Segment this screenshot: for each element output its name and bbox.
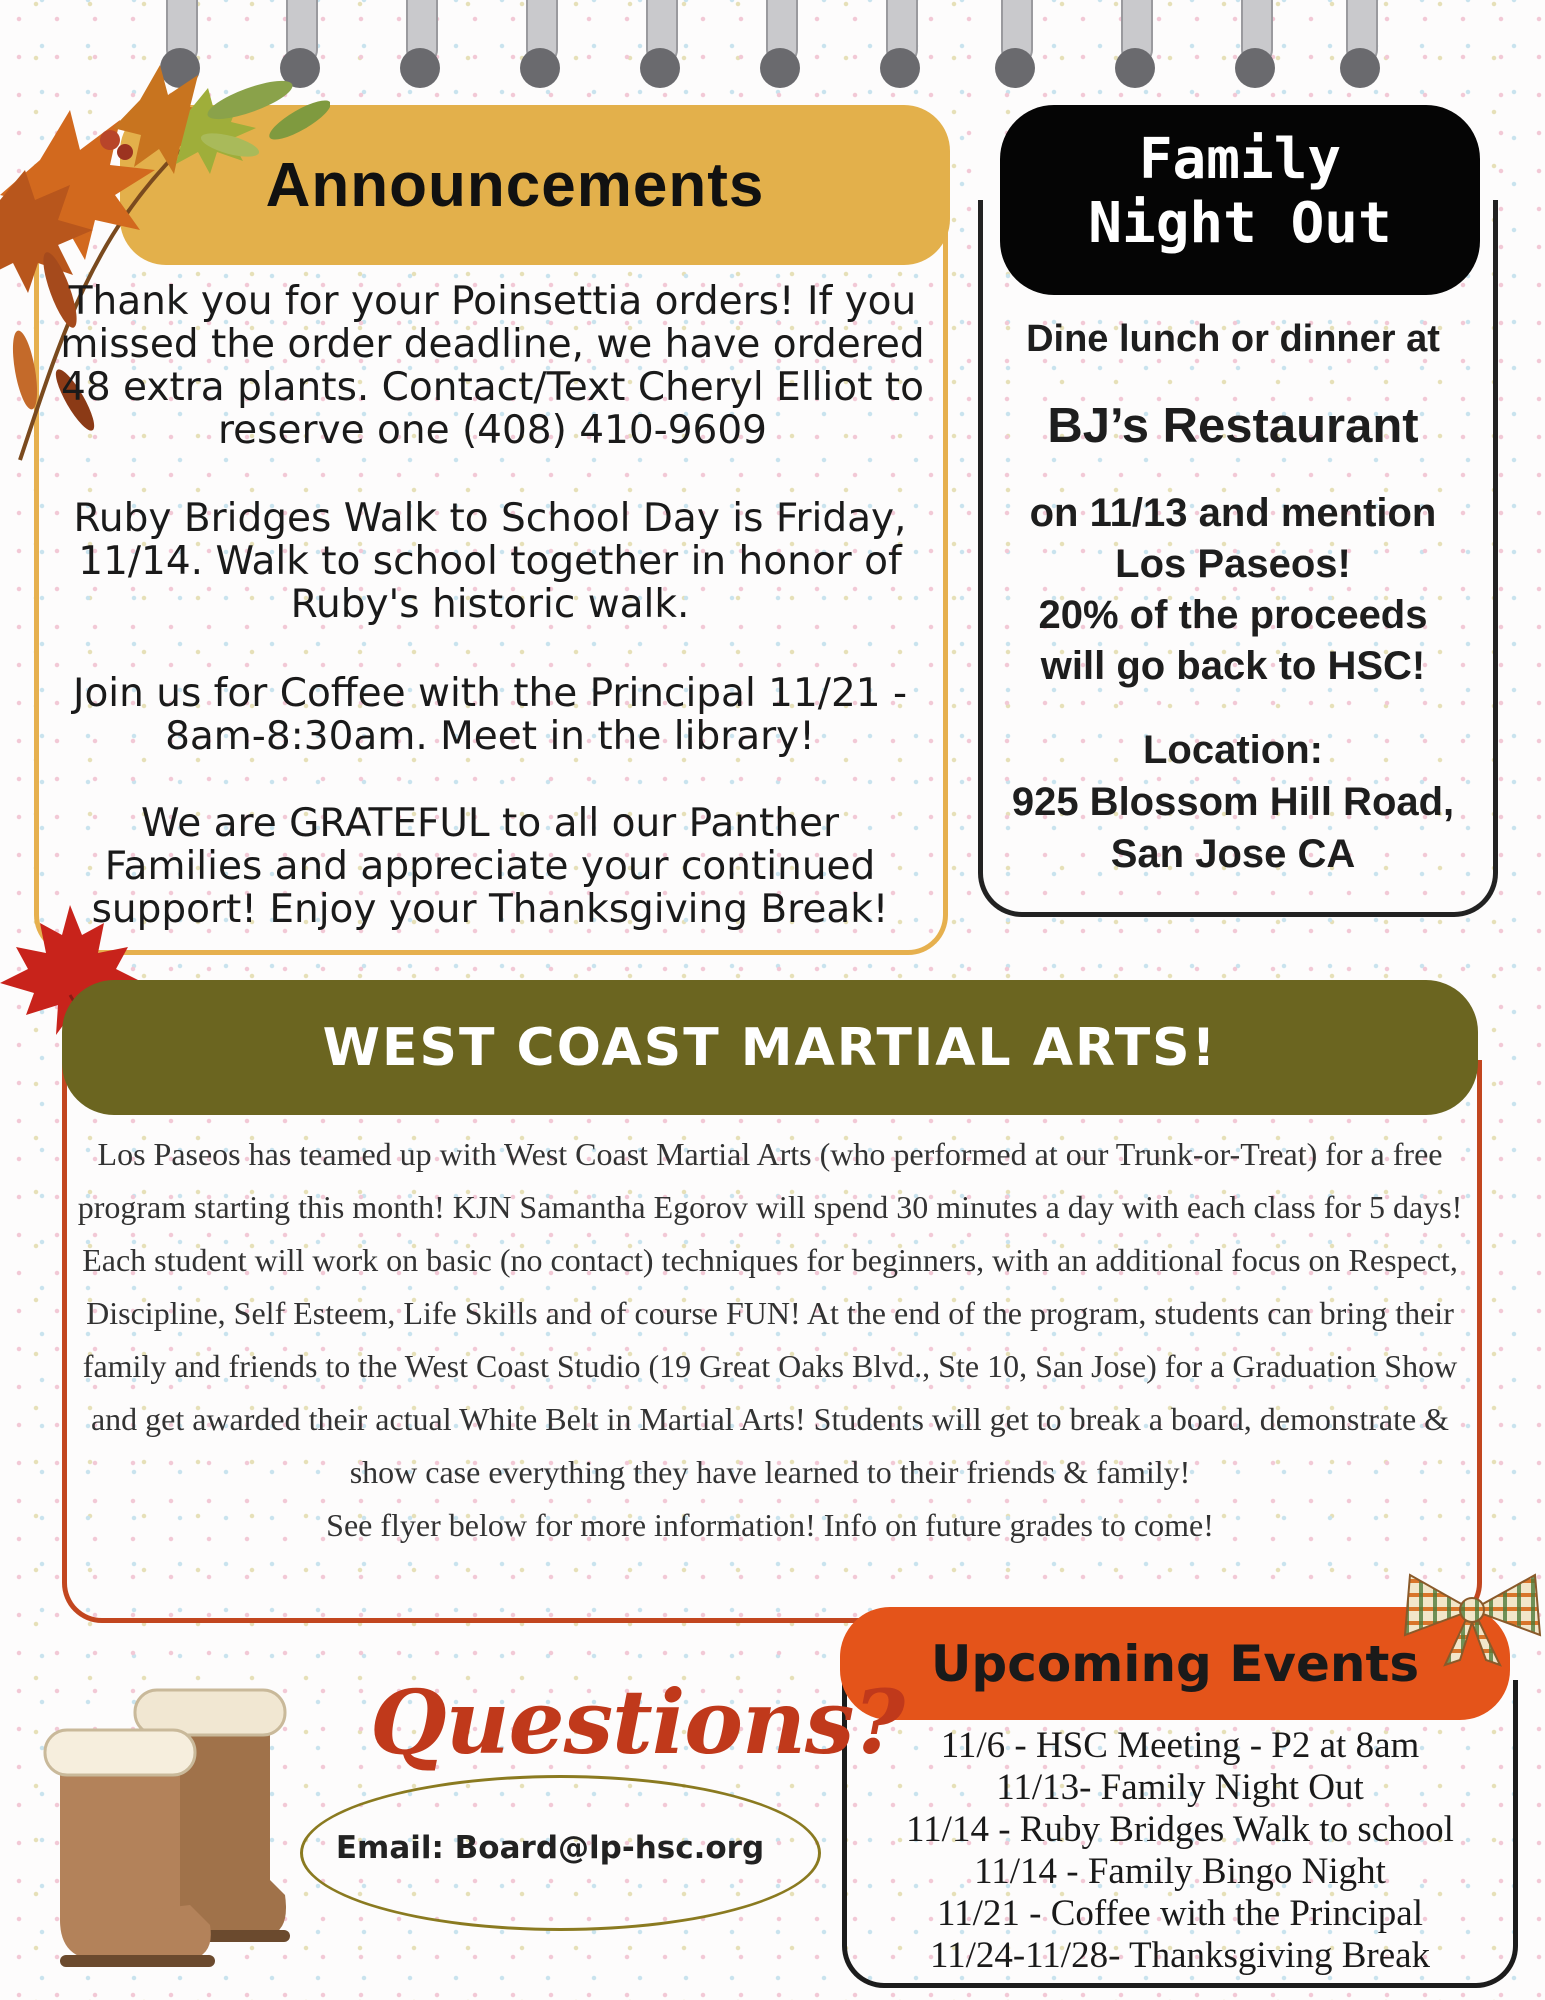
family-night-line3: on 11/13 and mention — [1029, 491, 1437, 535]
event-item: 11/14 - Family Bingo Night — [974, 1851, 1386, 1892]
event-item: 11/14 - Ruby Bridges Walk to school — [906, 1809, 1454, 1850]
announcements-title: Announcements — [265, 151, 765, 220]
family-night-details — [982, 488, 1484, 692]
spiral-ring — [400, 0, 440, 80]
event-item: 11/21 - Coffee with the Principal — [936, 1893, 1424, 1934]
family-night-location — [982, 724, 1484, 880]
spiral-ring — [760, 0, 800, 80]
family-night-line5: 20% of the proceeds — [1038, 593, 1428, 637]
event-item: 11/24-11/28- Thanksgiving Break — [929, 1935, 1431, 1976]
email-link[interactable]: Email: Board@lp-hsc.org — [335, 1830, 765, 1866]
spiral-ring — [995, 0, 1035, 80]
family-night-line6: will go back to HSC! — [1040, 644, 1426, 688]
event-item: 11/6 - HSC Meeting - P2 at 8am — [940, 1725, 1420, 1766]
announcement-poinsettia: Thank you for your Poinsettia orders! If you missed the order deadline, we have ordered 48 extra plants. Contact/Text Cheryl Elliot to reserve one (408) 410-9609 — [60, 279, 925, 453]
spiral-ring — [880, 0, 920, 80]
upcoming-events-title: Upcoming Events — [930, 1635, 1420, 1693]
address-line2: San Jose CA — [1110, 832, 1356, 876]
family-night-line4: Los Paseos! — [1115, 542, 1351, 586]
family-night-title — [1000, 128, 1480, 256]
event-item: 11/13- Family Night Out — [996, 1767, 1364, 1808]
questions-title: Questions? — [370, 1670, 905, 1774]
boots-icon — [40, 1680, 300, 1970]
martial-arts-footer: See flyer below for more information! Info on future grades to come! — [326, 1507, 1214, 1543]
announcement-coffee-principal: Join us for Coffee with the Principal 11/21 - 8am-8:30am. Meet in the library! — [72, 671, 908, 759]
plaid-bow-icon — [1400, 1560, 1545, 1670]
spiral-ring — [1235, 0, 1275, 80]
family-night-restaurant: BJ’s Restaurant — [1047, 399, 1419, 453]
family-night-line1: Dine lunch or dinner at — [1026, 318, 1440, 360]
upcoming-events-list — [845, 1725, 1515, 1977]
martial-arts-description: Los Paseos has teamed up with West Coast Martial Arts (who performed at our Trunk-or-Treat) for a free program starting this month! KJN Samantha Egorov will spend 30 minutes a day with each class for 5 days! Each student will work on basic (no contact) techniques for beginners, with an additional focus on Respect, Discipline, Self Esteem, Life Skills and of course FUN! At the end of the program, students can bring their family and friends to the West Coast Studio (19 Great Oaks Blvd., Ste 10, San Jose) for a Graduation Show and get awarded their actual White Belt in Martial Arts! Students will get to break a board, demonstrate & show case everything they have learned to their friends & family! — [77, 1136, 1463, 1490]
martial-arts-body — [70, 1128, 1470, 1552]
family-night-title-line2: Night Out — [1088, 191, 1392, 256]
address-line1: 925 Blossom Hill Road, — [1011, 780, 1455, 824]
announcement-ruby-bridges: Ruby Bridges Walk to School Day is Friday, 11/14. Walk to school together in honor of Ruby's historic walk. — [73, 496, 907, 627]
spiral-ring — [1340, 0, 1380, 80]
family-night-title-line1: Family — [1138, 127, 1342, 192]
location-label: Location: — [1143, 728, 1323, 772]
spiral-ring — [520, 0, 560, 80]
spiral-ring — [640, 0, 680, 80]
spiral-ring — [1115, 0, 1155, 80]
martial-arts-title: WEST COAST MARTIAL ARTS! — [322, 1018, 1218, 1078]
announcement-grateful: We are GRATEFUL to all our Panther Families and appreciate your continued support! Enjoy your Thanksgiving Break! — [91, 801, 889, 932]
